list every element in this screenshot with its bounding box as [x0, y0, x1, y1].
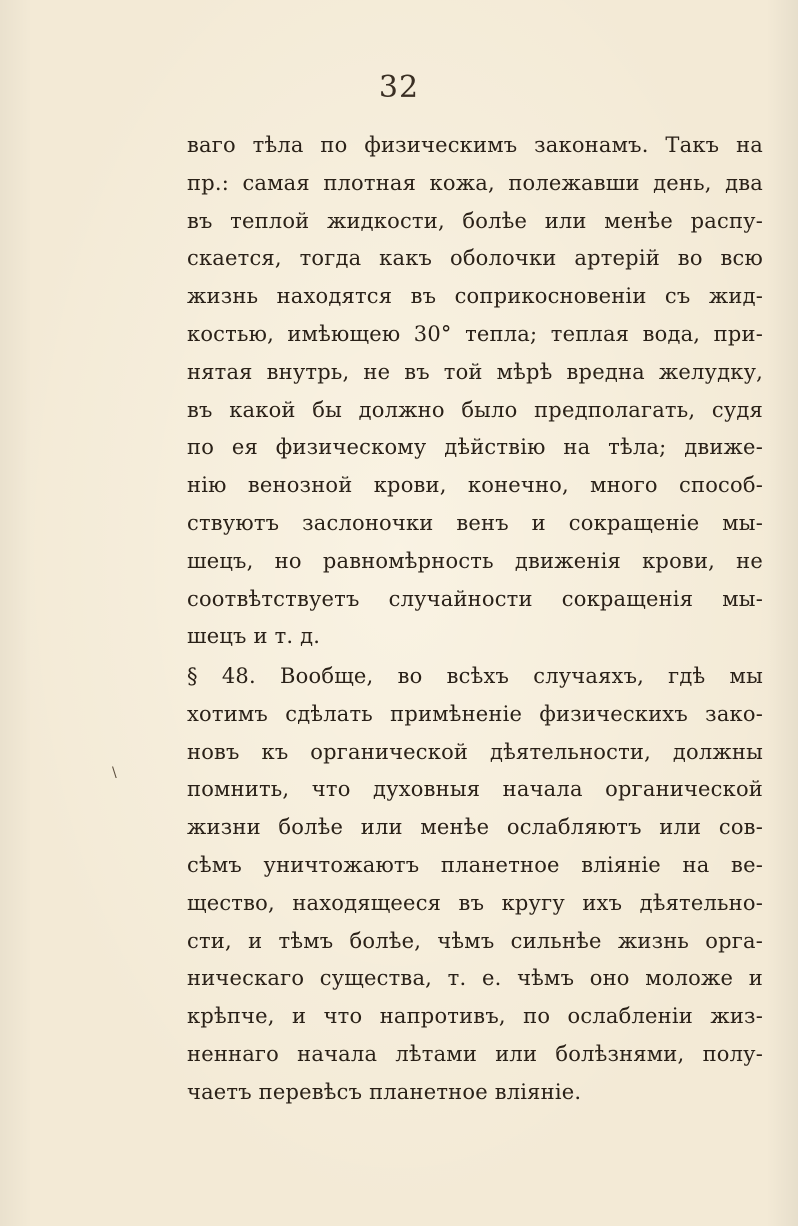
text-line: крѣпче, и что напротивъ, по ослабленіи жиз-	[187, 1004, 763, 1029]
text-line: жизни болѣе или менѣе ослабляютъ или сов-	[187, 815, 763, 840]
text-line: чаетъ перевѣсъ планетное вліяніе.	[187, 1079, 582, 1104]
text-line: въ теплой жидкости, болѣе или менѣе распу-	[187, 208, 763, 233]
text-line: ническаго существа, т. е. чѣмъ оно моложе и	[187, 966, 763, 991]
text-line: ваго тѣла по физическимъ законамъ. Такъ на	[187, 133, 763, 157]
text-line: щество, находящееся въ кругу ихъ дѣятельно-	[187, 890, 763, 915]
text-line: хотимъ сдѣлать примѣненіе физическихъ зако-	[187, 701, 763, 726]
text-line: жизнь находятся въ соприкосновеніи съ жид-	[187, 284, 763, 309]
text-line: шецъ, но равномѣрность движенія крови, не	[187, 548, 763, 573]
text-line: нію венозной крови, конечно, много способ-	[187, 473, 763, 498]
text-line: въ какой бы должно было предполагать, судя	[187, 397, 763, 422]
text-line: сѣмъ уничтожаютъ планетное вліяніе на ве-	[187, 852, 763, 877]
text-line: помнить, что духовныя начала органической	[187, 777, 763, 802]
page-number: 32	[378, 70, 420, 105]
text-line: пр.: самая плотная кожа, полежавши день, два	[187, 170, 763, 195]
text-line: шецъ и т. д.	[187, 624, 321, 649]
paragraph-section-48	[187, 658, 763, 1112]
text-line: неннаго начала лѣтами или болѣзнями, полу-	[187, 1041, 763, 1066]
text-line: новъ къ органической дѣятельности, должны	[187, 739, 763, 764]
text-line: по ея физическому дѣйствію на тѣла; движе-	[187, 435, 763, 460]
stray-ink-mark: \	[112, 765, 117, 781]
text-line: соотвѣтствуетъ случайности сокращенія мы-	[187, 586, 763, 611]
text-line: ствуютъ заслоночки венъ и сокращеніе мы-	[187, 510, 763, 535]
text-line: § 48. Вообще, во всѣхъ случаяхъ, гдѣ мы	[187, 664, 763, 688]
text-line: костью, имѣющею 30° тепла; теплая вода, при-	[187, 321, 763, 346]
text-line: скается, тогда какъ оболочки артерій во всю	[187, 246, 763, 271]
text-line: нятая внутрь, не въ той мѣрѣ вредна желудку,	[187, 359, 763, 384]
paragraph-continued	[187, 127, 763, 656]
text-line: сти, и тѣмъ болѣе, чѣмъ сильнѣе жизнь орга-	[187, 928, 763, 953]
